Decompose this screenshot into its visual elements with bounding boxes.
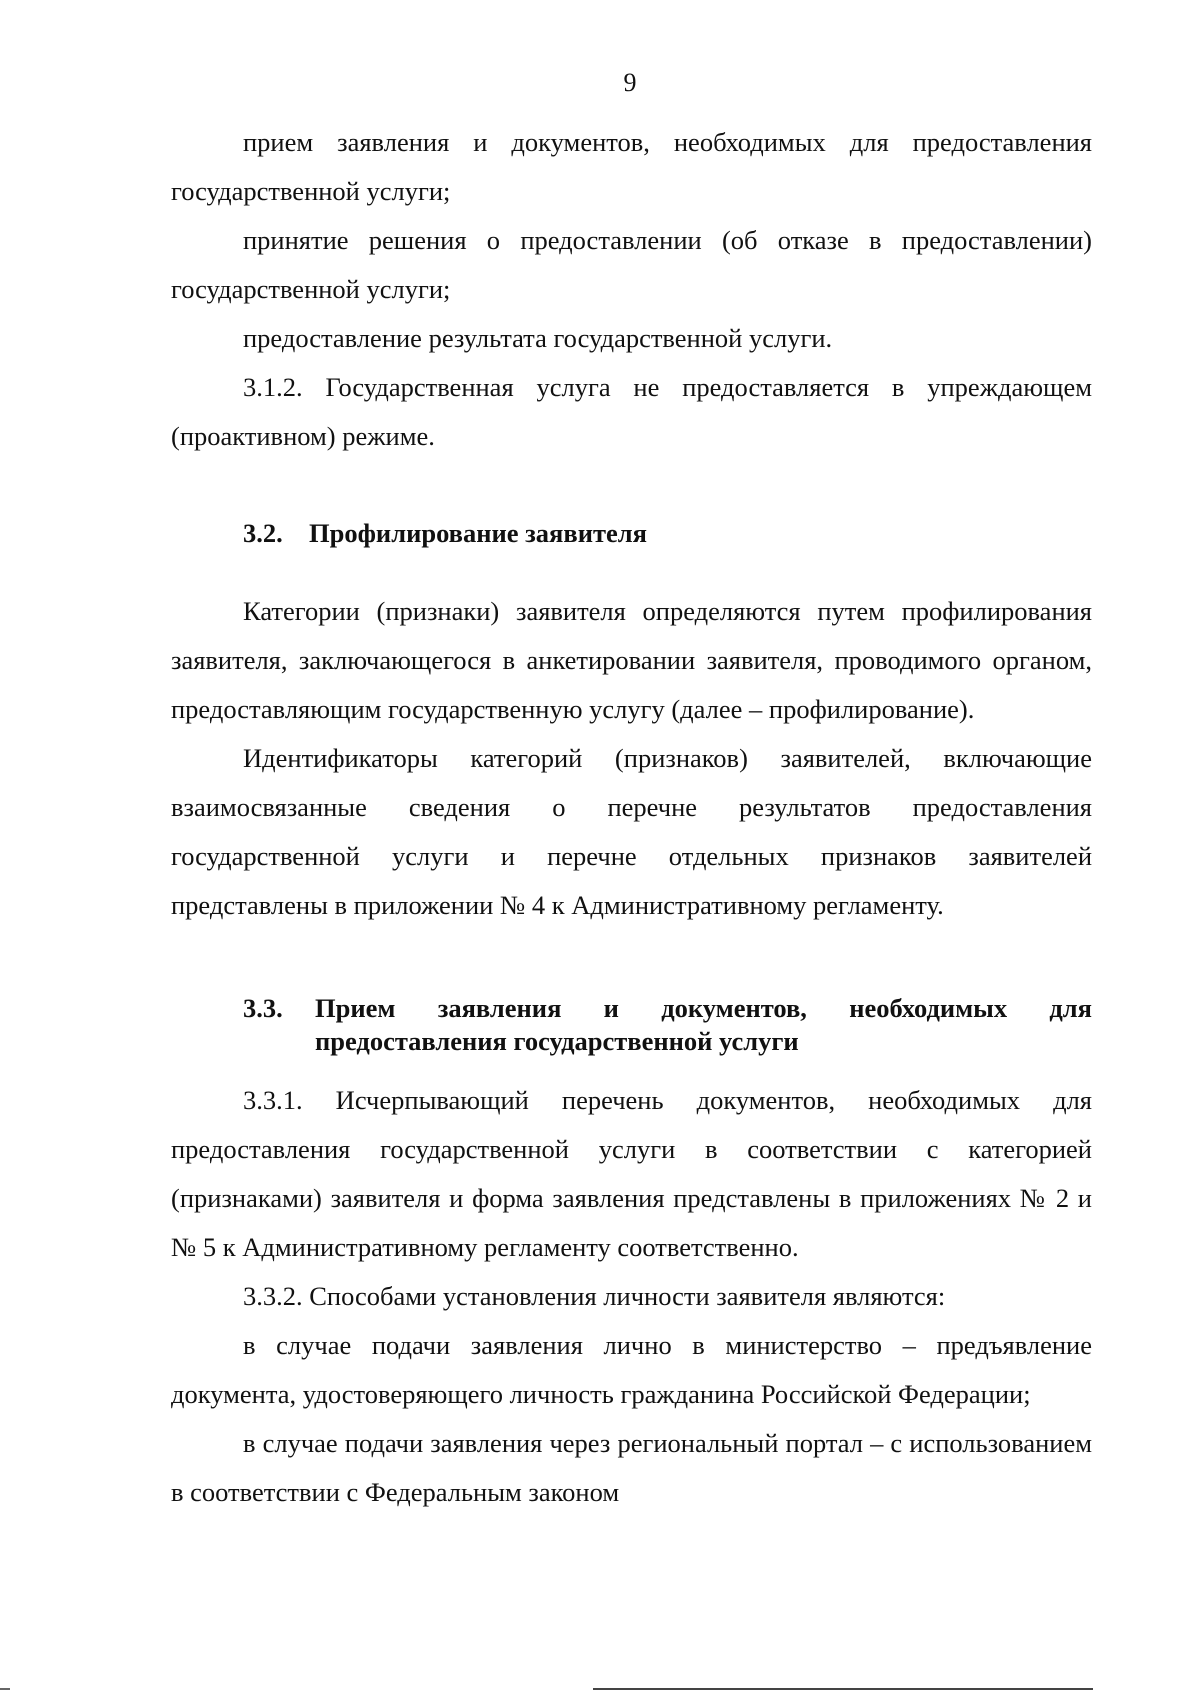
section-title: Профилирование заявителя <box>309 518 647 548</box>
paragraph: предоставление результата государственной услуги. <box>243 323 833 353</box>
paragraph: принятие решения о предоставлении (об отказе в предоставлении) государственной услуги; <box>171 225 1092 304</box>
paragraph: Категории (признаки) заявителя определяются путем профилирования заявителя, заключающегося в анкетировании заявителя, проводимого органом, предоставляющим государственную услугу (далее – профилирование). <box>171 596 1092 724</box>
section-title: Прием заявления и документов, необходимых для предоставления государственной услуги <box>315 993 1092 1056</box>
paragraph: 3.3.1. Исчерпывающий перечень документов, необходимых для предоставления государственной услуги в соответствии с категорией (признаками) заявителя и форма заявления представлены в приложениях № 2 и № 5 к Административному регламенту соответственно. <box>171 1085 1092 1262</box>
paragraph: Идентификаторы категорий (признаков) заявителей, включающие взаимосвязанные сведения о перечне результатов предоставления государственной услуги и перечне отдельных признаков заявителей представлены в приложении № 4 к Административному регламенту. <box>171 743 1092 920</box>
scan-edge-mark <box>0 1688 10 1690</box>
section-heading-3-3 <box>171 992 1092 1058</box>
paragraph: в случае подачи заявления лично в министерство – предъявление документа, удостоверяющего личность гражданина Российской Федерации; <box>171 1330 1092 1409</box>
section-number: 3.2. <box>243 518 283 548</box>
section-heading-3-2 <box>171 513 1092 553</box>
paragraph: 3.1.2. Государственная услуга не предоставляется в упреждающем (проактивном) режиме. <box>171 372 1092 451</box>
document-body <box>171 118 1092 1517</box>
paragraph: в случае подачи заявления через региональный портал – с использованием в соответствии с Федеральным законом <box>171 1428 1092 1507</box>
paragraph: 3.3.2. Способами установления личности заявителя являются: <box>243 1281 946 1311</box>
page-number: 9 <box>623 68 637 97</box>
section-number: 3.3. <box>243 993 283 1023</box>
paragraph: прием заявления и документов, необходимых для предоставления государственной услуги; <box>171 127 1092 206</box>
scan-edge-line <box>593 1688 1093 1690</box>
